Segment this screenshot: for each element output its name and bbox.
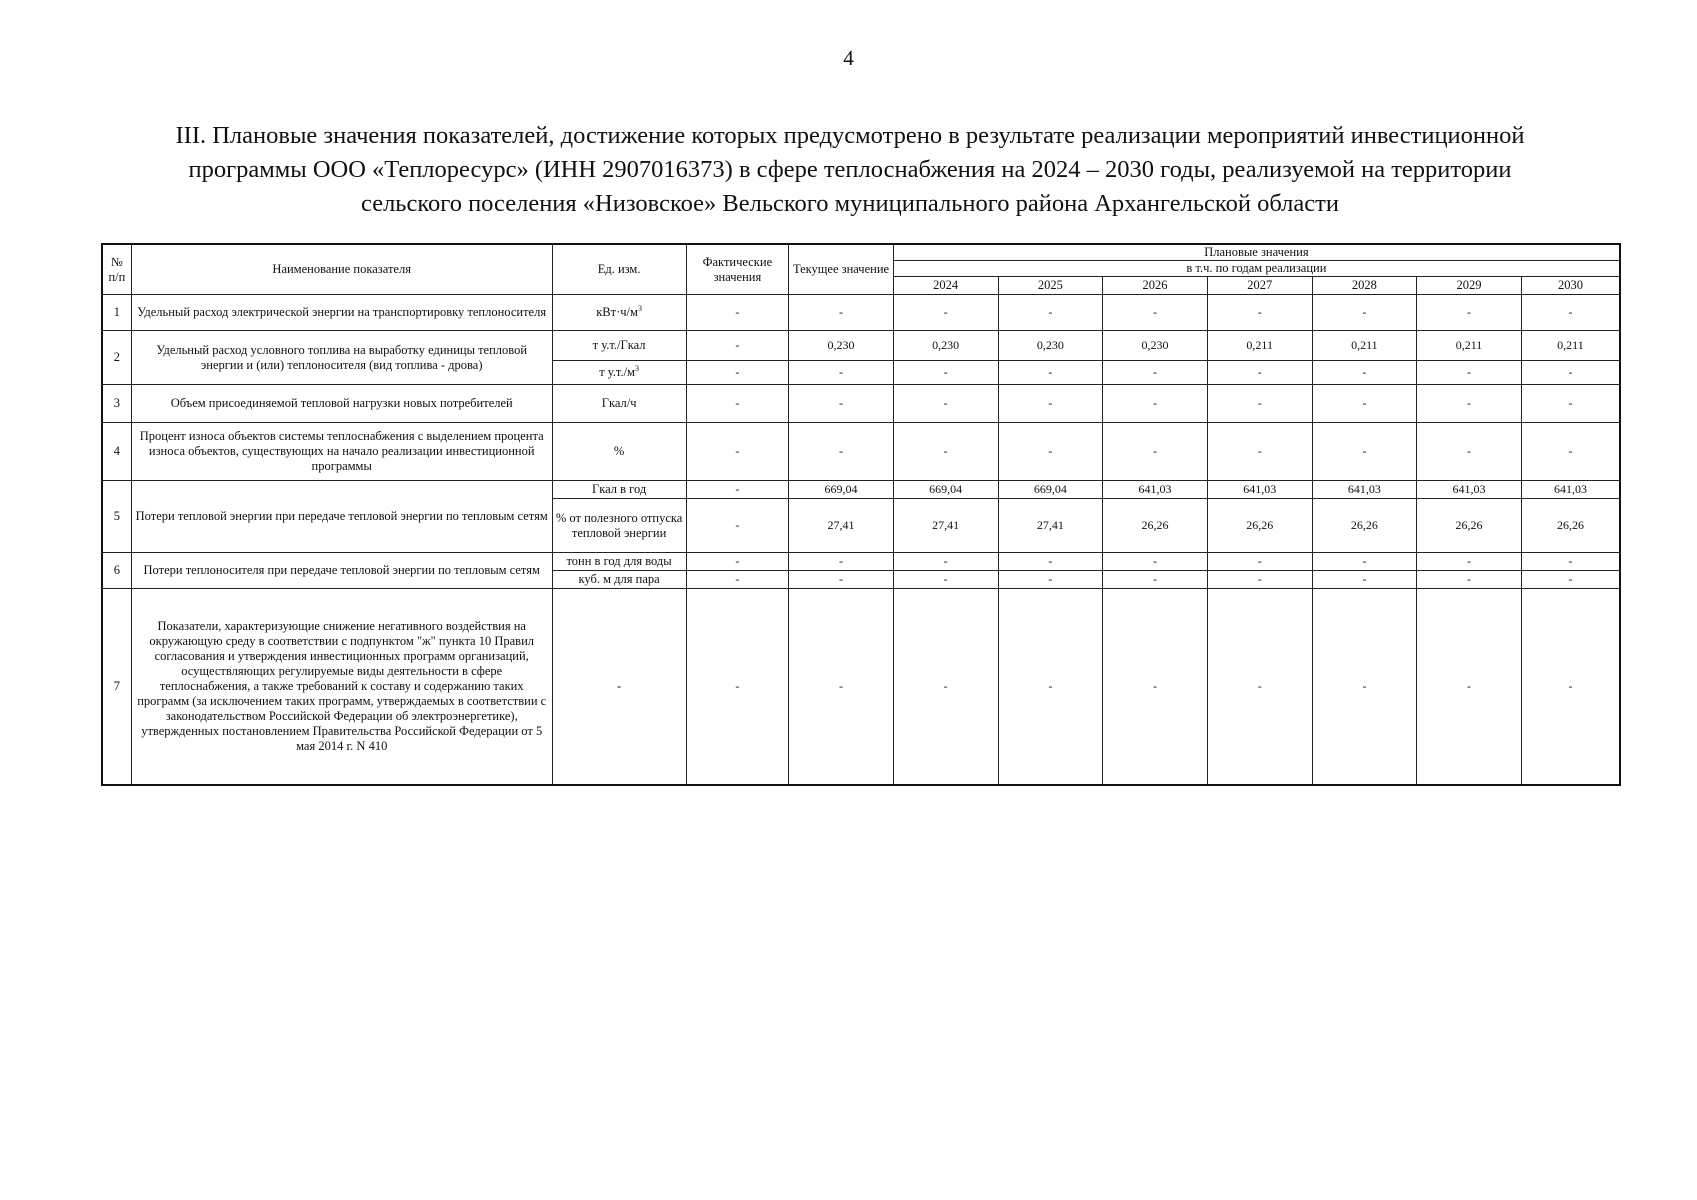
unit-cell bbox=[552, 481, 686, 499]
planned-value-2027: - bbox=[1207, 385, 1312, 423]
current-value: - bbox=[789, 553, 894, 571]
planned-value-2028: - bbox=[1312, 361, 1417, 385]
planned-value-2025: - bbox=[998, 571, 1103, 589]
actual-value: - bbox=[686, 385, 789, 423]
unit-cell bbox=[552, 589, 686, 785]
indicator-name: Потери тепловой энергии при передаче тепловой энергии по тепловым сетям bbox=[131, 481, 552, 553]
heading-line-2: программы ООО «Теплоресурс» (ИНН 2907016373) в сфере теплоснабжения на 2024 – 2030 годы, реализуемой на территории bbox=[188, 156, 1512, 183]
planned-value-2028: 0,211 bbox=[1312, 331, 1417, 361]
table-row bbox=[102, 331, 1620, 361]
indicator-name: Потери теплоносителя при передаче тепловой энергии по тепловым сетям bbox=[131, 553, 552, 589]
unit-superscript: 3 bbox=[637, 303, 642, 313]
planned-value-2030: - bbox=[1521, 361, 1620, 385]
planned-value-2027: 0,211 bbox=[1207, 331, 1312, 361]
header-num: № п/п bbox=[102, 244, 131, 295]
planned-value-2027: - bbox=[1207, 361, 1312, 385]
unit-label: % от полезного отпуска тепловой энергии bbox=[555, 510, 683, 540]
planned-value-2028: - bbox=[1312, 571, 1417, 589]
current-value: - bbox=[789, 385, 894, 423]
current-value: - bbox=[789, 589, 894, 785]
table-body bbox=[102, 295, 1620, 785]
header-year-2029: 2029 bbox=[1417, 277, 1522, 295]
header-name: Наименование показателя bbox=[131, 244, 552, 295]
indicator-name: Удельный расход условного топлива на выработку единицы тепловой энергии и (или) теплоносителя (вид топлива - дрова) bbox=[131, 331, 552, 385]
planned-value-2030: 0,211 bbox=[1521, 331, 1620, 361]
current-value: - bbox=[789, 295, 894, 331]
planned-value-2028: 641,03 bbox=[1312, 481, 1417, 499]
unit-cell bbox=[552, 571, 686, 589]
header-by-years: в т.ч. по годам реализации bbox=[893, 261, 1620, 277]
planned-value-2030: - bbox=[1521, 553, 1620, 571]
planned-value-2026: - bbox=[1103, 589, 1208, 785]
planned-value-2029: - bbox=[1417, 423, 1522, 481]
actual-value: - bbox=[686, 331, 789, 361]
planned-value-2030: - bbox=[1521, 295, 1620, 331]
actual-value: - bbox=[686, 553, 789, 571]
planned-value-2026: - bbox=[1103, 423, 1208, 481]
unit-cell bbox=[552, 385, 686, 423]
planned-value-2025: - bbox=[998, 295, 1103, 331]
actual-value: - bbox=[686, 295, 789, 331]
planned-value-2024: 669,04 bbox=[893, 481, 998, 499]
planned-value-2029: 641,03 bbox=[1417, 481, 1522, 499]
planned-value-2027: - bbox=[1207, 295, 1312, 331]
header-year-2026: 2026 bbox=[1103, 277, 1208, 295]
planned-value-2025: - bbox=[998, 553, 1103, 571]
heading-line-3: сельского поселения «Низовское» Вельского муниципального района Архангельской области bbox=[361, 190, 1339, 217]
unit-label: куб. м для пара bbox=[578, 572, 660, 586]
unit-label: - bbox=[617, 678, 622, 693]
header-year-2030: 2030 bbox=[1521, 277, 1620, 295]
current-value: - bbox=[789, 361, 894, 385]
page-number: 4 bbox=[843, 46, 854, 70]
header-unit: Ед. изм. bbox=[552, 244, 686, 295]
actual-value: - bbox=[686, 423, 789, 481]
planned-value-2030: 641,03 bbox=[1521, 481, 1620, 499]
unit-label: тонн в год для воды bbox=[566, 554, 672, 568]
planned-value-2027: - bbox=[1207, 423, 1312, 481]
actual-value: - bbox=[686, 571, 789, 589]
table-row bbox=[102, 423, 1620, 481]
unit-superscript: 3 bbox=[634, 363, 639, 373]
current-value: 27,41 bbox=[789, 499, 894, 553]
planned-value-2024: 0,230 bbox=[893, 331, 998, 361]
planned-value-2027: - bbox=[1207, 589, 1312, 785]
unit-cell bbox=[552, 295, 686, 331]
indicator-name: Показатели, характеризующие снижение негативного воздействия на окружающую среду в соответствии с подпунктом "ж" пункта 10 Правил согласования и утверждения инвестиционных программ организаций, осуществляющих регулируемые виды деятельности в сфере теплоснабжения, а также требований к составу и содержанию таких программ (за исключением таких программ, утверждаемых в соответствии с законодательством Российской Федерации об электроэнергетике), утвержденных постановлением Правительства Российской Федерации от 5 мая 2014 г. N 410 bbox=[131, 589, 552, 785]
current-value: - bbox=[789, 571, 894, 589]
actual-value: - bbox=[686, 361, 789, 385]
planned-value-2029: - bbox=[1417, 295, 1522, 331]
row-number: 4 bbox=[102, 423, 131, 481]
planned-value-2024: - bbox=[893, 295, 998, 331]
actual-value: - bbox=[686, 481, 789, 499]
planned-value-2029: 0,211 bbox=[1417, 331, 1522, 361]
header-year-2025: 2025 bbox=[998, 277, 1103, 295]
planned-value-2029: 26,26 bbox=[1417, 499, 1522, 553]
planned-value-2025: - bbox=[998, 385, 1103, 423]
indicator-name: Удельный расход электрической энергии на транспортировку теплоносителя bbox=[131, 295, 552, 331]
unit-cell bbox=[552, 553, 686, 571]
planned-value-2024: 27,41 bbox=[893, 499, 998, 553]
planned-value-2026: 0,230 bbox=[1103, 331, 1208, 361]
indicators-table bbox=[101, 243, 1621, 786]
indicator-name: Объем присоединяемой тепловой нагрузки новых потребителей bbox=[131, 385, 552, 423]
planned-value-2027: - bbox=[1207, 553, 1312, 571]
current-value: - bbox=[789, 423, 894, 481]
unit-label: Гкал в год bbox=[591, 482, 647, 496]
unit-cell bbox=[552, 423, 686, 481]
planned-value-2025: 27,41 bbox=[998, 499, 1103, 553]
table-row bbox=[102, 589, 1620, 785]
planned-value-2028: - bbox=[1312, 385, 1417, 423]
planned-value-2030: - bbox=[1521, 571, 1620, 589]
planned-value-2028: - bbox=[1312, 589, 1417, 785]
planned-value-2028: 26,26 bbox=[1312, 499, 1417, 553]
planned-value-2024: - bbox=[893, 553, 998, 571]
planned-value-2024: - bbox=[893, 571, 998, 589]
planned-value-2030: - bbox=[1521, 589, 1620, 785]
planned-value-2025: - bbox=[998, 423, 1103, 481]
planned-value-2026: - bbox=[1103, 553, 1208, 571]
planned-value-2024: - bbox=[893, 589, 998, 785]
planned-value-2026: 26,26 bbox=[1103, 499, 1208, 553]
row-number: 3 bbox=[102, 385, 131, 423]
planned-value-2027: 641,03 bbox=[1207, 481, 1312, 499]
planned-value-2029: - bbox=[1417, 571, 1522, 589]
unit-cell bbox=[552, 499, 686, 553]
unit-label: т у.т./м bbox=[599, 365, 635, 379]
header-year-2027: 2027 bbox=[1207, 277, 1312, 295]
planned-value-2029: - bbox=[1417, 361, 1522, 385]
planned-value-2029: - bbox=[1417, 553, 1522, 571]
table-row bbox=[102, 295, 1620, 331]
planned-value-2026: - bbox=[1103, 295, 1208, 331]
planned-value-2026: - bbox=[1103, 361, 1208, 385]
planned-value-2025: - bbox=[998, 361, 1103, 385]
header-year-2028: 2028 bbox=[1312, 277, 1417, 295]
planned-value-2024: - bbox=[893, 361, 998, 385]
planned-value-2024: - bbox=[893, 423, 998, 481]
indicator-name: Процент износа объектов системы теплоснабжения с выделением процента износа объектов, существующих на начало реализации инвестиционной программы bbox=[131, 423, 552, 481]
header-actual: Фактические значения bbox=[686, 244, 789, 295]
planned-value-2026: - bbox=[1103, 385, 1208, 423]
planned-value-2025: 669,04 bbox=[998, 481, 1103, 499]
row-number: 6 bbox=[102, 553, 131, 589]
unit-label: т у.т./Гкал bbox=[592, 338, 646, 352]
row-number: 5 bbox=[102, 481, 131, 553]
row-number: 7 bbox=[102, 589, 131, 785]
table-row bbox=[102, 553, 1620, 571]
header-planned: Плановые значения bbox=[893, 244, 1620, 261]
planned-value-2026: 641,03 bbox=[1103, 481, 1208, 499]
actual-value: - bbox=[686, 589, 789, 785]
planned-value-2027: 26,26 bbox=[1207, 499, 1312, 553]
current-value: 669,04 bbox=[789, 481, 894, 499]
row-number: 2 bbox=[102, 331, 131, 385]
planned-value-2025: 0,230 bbox=[998, 331, 1103, 361]
planned-value-2025: - bbox=[998, 589, 1103, 785]
planned-value-2029: - bbox=[1417, 589, 1522, 785]
unit-label: кВт·ч/м bbox=[596, 305, 638, 319]
heading-line-1: III. Плановые значения показателей, достижение которых предусмотрено в результате реализации мероприятий инвестиционной bbox=[175, 122, 1525, 149]
table-row bbox=[102, 385, 1620, 423]
planned-value-2024: - bbox=[893, 385, 998, 423]
planned-value-2030: - bbox=[1521, 423, 1620, 481]
planned-value-2028: - bbox=[1312, 295, 1417, 331]
row-number: 1 bbox=[102, 295, 131, 331]
planned-value-2027: - bbox=[1207, 571, 1312, 589]
unit-label: % bbox=[613, 444, 625, 458]
header-year-2024: 2024 bbox=[893, 277, 998, 295]
actual-value: - bbox=[686, 499, 789, 553]
planned-value-2028: - bbox=[1312, 423, 1417, 481]
planned-value-2030: - bbox=[1521, 385, 1620, 423]
unit-cell bbox=[552, 361, 686, 385]
header-current: Текущее значение bbox=[789, 244, 894, 295]
unit-label: Гкал/ч bbox=[601, 396, 637, 410]
planned-value-2030: 26,26 bbox=[1521, 499, 1620, 553]
page-heading bbox=[110, 119, 1590, 221]
planned-value-2026: - bbox=[1103, 571, 1208, 589]
planned-value-2029: - bbox=[1417, 385, 1522, 423]
current-value: 0,230 bbox=[789, 331, 894, 361]
planned-value-2028: - bbox=[1312, 553, 1417, 571]
unit-cell bbox=[552, 331, 686, 361]
table-row bbox=[102, 481, 1620, 499]
